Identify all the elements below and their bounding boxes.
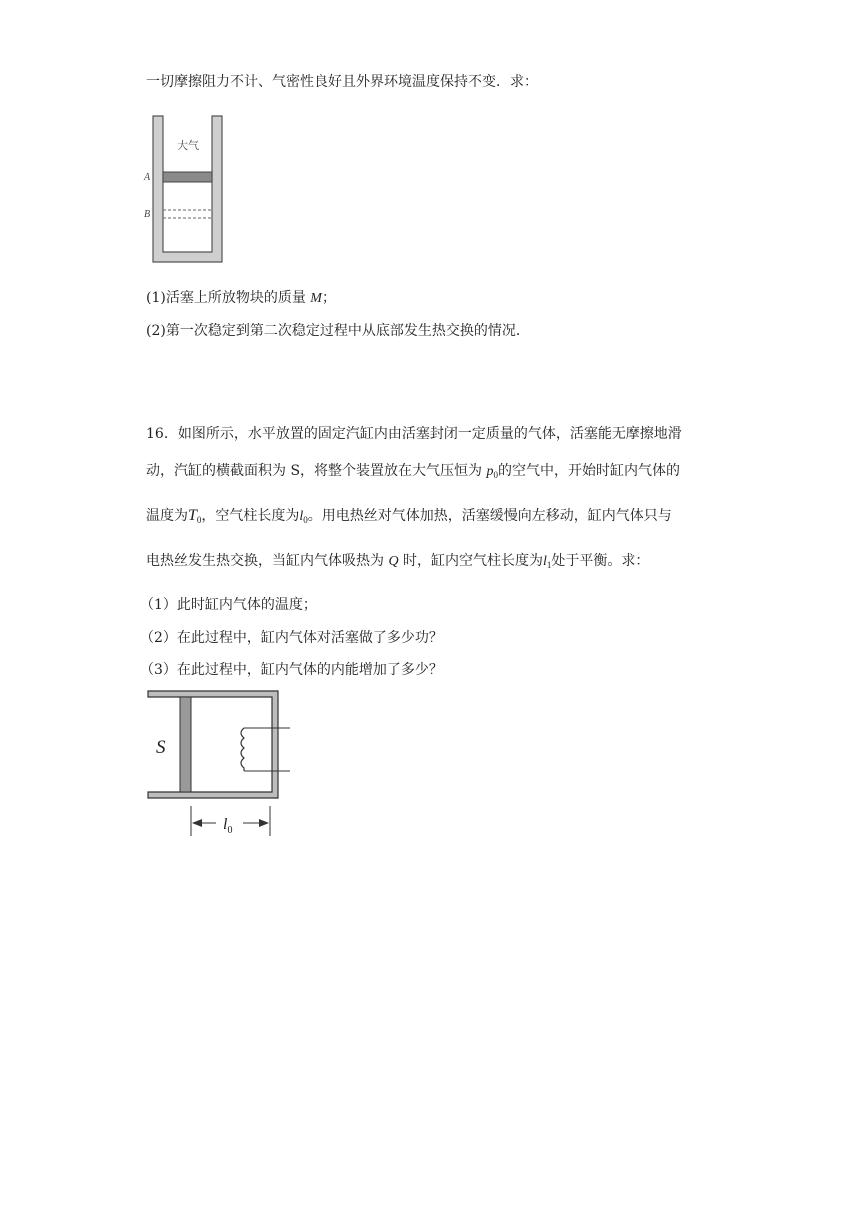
q-var: Q: [388, 554, 399, 569]
cylinder-wall: [153, 116, 222, 262]
q16-line-3: [146, 506, 672, 530]
q15-sub1-text: (1)活塞上所放物块的质量: [146, 290, 311, 306]
cylinder-body: [148, 691, 278, 798]
q16-line-4: [146, 551, 649, 575]
q15-sub2: (2)第一次稳定到第二次稳定过程中从底部发生热交换的情况．: [146, 323, 530, 339]
l0-var: $l_0$: [299, 509, 308, 525]
q16-line-3a: 温度为: [146, 508, 188, 524]
heater-coil: [241, 728, 244, 771]
q15-sub1-end: ；: [321, 290, 336, 306]
mass-var: M: [310, 291, 322, 306]
t0-var: $T_0$: [188, 507, 202, 525]
q16-line-4b: 时，缸内空气柱长度为: [398, 553, 544, 569]
q16-line-2: [146, 461, 680, 485]
q16-line-3b: ，空气柱长度为: [201, 508, 300, 524]
q16-line-3c: 。用电热丝对气体加热，活塞缓慢向左移动，缸内气体只与: [307, 508, 672, 524]
q16-line-1: 16．如图所示，水平放置的固定汽缸内由活塞封闭一定质量的气体，活塞能无摩擦地滑: [146, 426, 682, 442]
intro-line: 一切摩擦阻力不计、气密性良好且外界环境温度保持不变．求：: [146, 74, 538, 90]
l1-var: $l_1$: [543, 554, 552, 570]
dim-arrow-left-head: [192, 819, 202, 827]
dim-arrow-right-head: [259, 819, 269, 827]
q15-sub1: [146, 288, 336, 309]
label-b: B: [144, 209, 151, 220]
p0-var: $p_0$: [486, 464, 498, 480]
label-a: A: [144, 172, 151, 183]
q16-sub2: （2）在此过程中，缸内气体对活塞做了多少功？: [140, 630, 443, 646]
q16-line-4c: 处于平衡。求：: [551, 553, 650, 569]
label-air: 大气: [177, 140, 199, 152]
q16-line-4a: 电热丝发生热交换，当缸内气体吸热为: [146, 553, 389, 569]
q16-line-2b: 的空气中，开始时缸内气体的: [498, 463, 680, 479]
horizontal-cylinder-figure: [140, 686, 300, 840]
piston-horizontal: [180, 697, 191, 792]
q16-sub1: （1）此时缸内气体的温度；: [140, 597, 317, 613]
vertical-cylinder-figure: [140, 112, 240, 267]
q16-sub3: （3）在此过程中，缸内气体的内能增加了多少？: [140, 662, 443, 678]
q16-line-2a: 动，汽缸的横截面积为 S，将整个装置放在大气压恒为: [146, 463, 487, 479]
label-s: S: [156, 737, 166, 758]
dim-label: $l_0$: [223, 816, 233, 836]
piston: [163, 172, 212, 182]
